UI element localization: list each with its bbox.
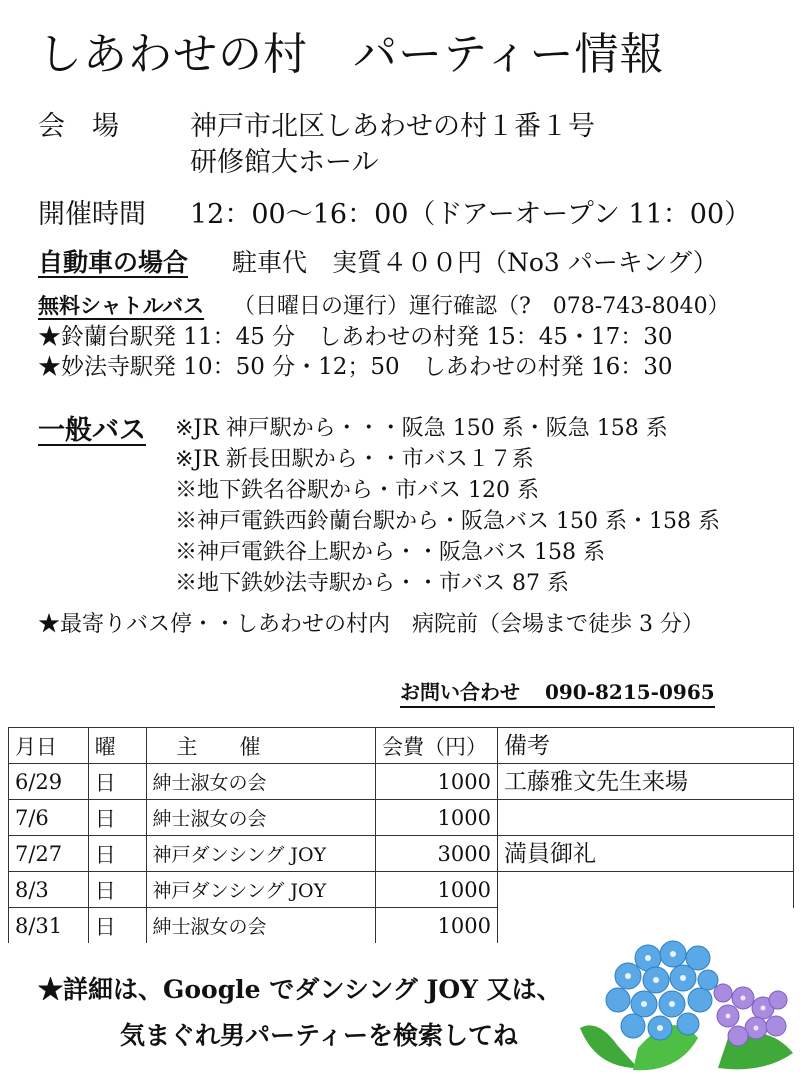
row-host: 神戸ダンシング JOY [146,836,376,872]
row-notes: 工藤雅文先生来場 [498,764,793,800]
page-title: しあわせの村 パーティー情報 [38,29,665,80]
row-date: 6/29 [9,764,89,800]
row-day: 日 [88,908,146,944]
shuttle-info: （日曜日の運行）運行確認（? 078-743-8040） [233,294,730,319]
venue-label: 会 場 [38,111,119,142]
bus-route-3: ※地下鉄名谷駅から・市バス 120 系 [175,478,539,503]
hydrangea-illustration [578,928,800,1074]
schedule-table [8,727,498,943]
contact-label: お問い合わせ [400,680,520,704]
row-day: 日 [88,764,146,800]
row-notes [498,800,793,836]
row-fee: 1000 [376,908,498,944]
bus-route-5: ※神戸電鉄谷上駅から・・阪急バス 158 系 [175,540,605,565]
shuttle-line-1: ★鈴蘭台駅発 11：45 分 しあわせの村発 15：45・17：30 [38,324,673,350]
contact [400,676,715,708]
row-notes: 満員御礼 [498,836,793,872]
row-date: 8/31 [9,908,89,944]
header-date: 月日 [9,728,89,764]
bus-route-2: ※JR 新長田駅から・・市バス１７系 [175,447,534,472]
row-fee: 1000 [376,764,498,800]
row-notes [498,872,793,908]
nearest-bus-stop: ★最寄りバス停・・しあわせの村内 病院前（会場まで徒歩 3 分） [38,612,704,637]
bus-route-4: ※神戸電鉄西鈴蘭台駅から・阪急バス 150 系・158 系 [175,509,720,534]
row-host: 紳士淑女の会 [146,764,376,800]
header-day: 曜 [88,728,146,764]
table-header-row [9,728,498,764]
row-fee: 3000 [376,836,498,872]
footer-line-1: ★詳細は、Google でダンシング JOY 又は、 [38,975,562,1004]
header-host: 主 催 [146,728,376,764]
table-row [9,764,498,800]
shuttle-label: 無料シャトルバス [38,293,205,318]
row-date: 7/27 [9,836,89,872]
notes-column [498,727,794,908]
row-fee: 1000 [376,872,498,908]
venue-address: 神戸市北区しあわせの村１番１号 [190,111,595,142]
row-host: 神戸ダンシング JOY [146,872,376,908]
bus-route-6: ※地下鉄妙法寺駅から・・市バス 87 系 [175,571,569,596]
table-row [9,872,498,908]
footer-line-2: 気まぐれ男パーティーを検索してね [120,1021,519,1050]
row-day: 日 [88,836,146,872]
time-value: 12：00〜16：00（ドアーオープン 11：00） [190,199,752,230]
row-host: 紳士淑女の会 [146,800,376,836]
bus-route-1: ※JR 神戸駅から・・・阪急 150 系・阪急 158 系 [175,416,668,441]
header-fee: 会費（円） [376,728,498,764]
row-day: 日 [88,800,146,836]
shuttle-line-2: ★妙法寺駅発 10：50 分・12；50 しあわせの村発 16：30 [38,354,673,380]
row-host: 紳士淑女の会 [146,908,376,944]
header-notes: 備考 [498,728,793,764]
row-day: 日 [88,872,146,908]
venue-hall: 研修館大ホール [190,147,379,178]
car-label: 自動車の場合 [38,248,189,277]
row-fee: 1000 [376,800,498,836]
row-date: 8/3 [9,872,89,908]
car-value: 駐車代 実質４００円（No3 パーキング） [232,248,718,277]
contact-phone: 090-8215-0965 [544,680,715,704]
bus-label: 一般バス [38,415,146,446]
row-date: 7/6 [9,800,89,836]
table-row [9,800,498,836]
table-row [9,908,498,944]
time-label: 開催時間 [38,199,146,230]
table-row [9,836,498,872]
